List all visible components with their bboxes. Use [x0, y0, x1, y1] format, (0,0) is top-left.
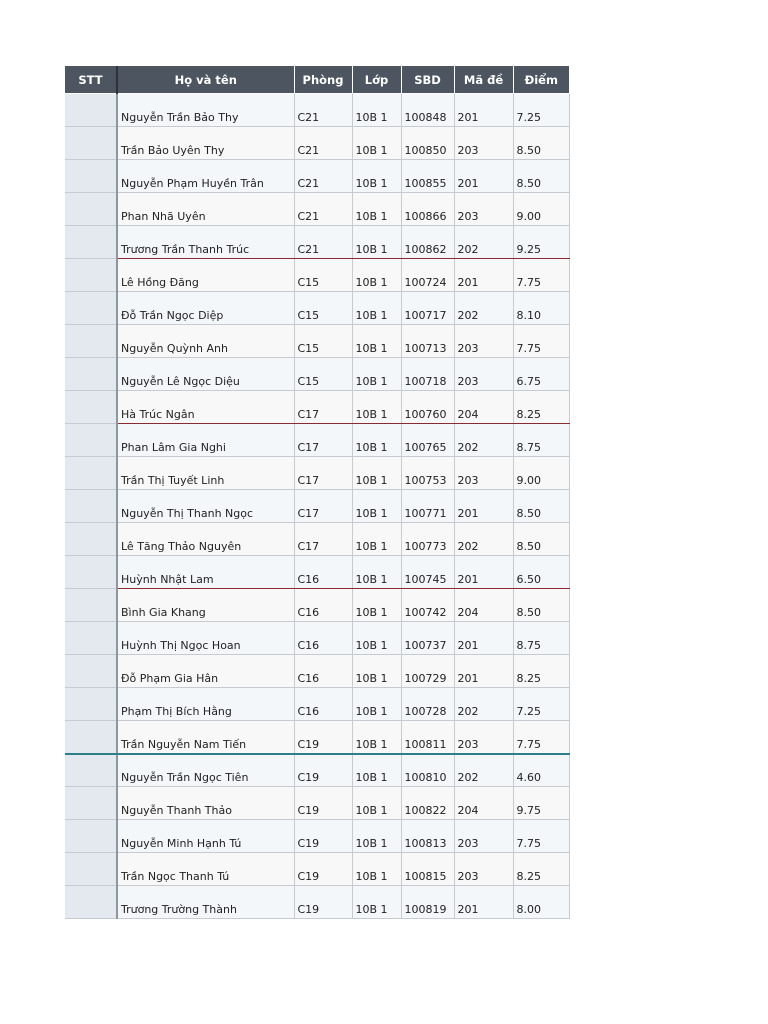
cell-name: Trần Bảo Uyên Thy — [117, 127, 294, 160]
table-row — [65, 853, 569, 886]
cell-class: 10B 1 — [352, 688, 401, 721]
cell-stt — [65, 721, 117, 754]
cell-class: 10B 1 — [352, 94, 401, 127]
cell-name: Nguyễn Quỳnh Anh — [117, 325, 294, 358]
score-sheet — [65, 66, 569, 919]
cell-class: 10B 1 — [352, 160, 401, 193]
cell-score: 8.50 — [513, 589, 569, 622]
cell-exam-code: 203 — [454, 853, 513, 886]
table-row — [65, 886, 569, 919]
cell-exam-code: 201 — [454, 886, 513, 919]
cell-stt — [65, 193, 117, 226]
cell-score: 8.25 — [513, 391, 569, 424]
cell-room: C15 — [294, 259, 352, 292]
cell-class: 10B 1 — [352, 589, 401, 622]
cell-room: C15 — [294, 292, 352, 325]
header-row — [65, 66, 569, 94]
cell-class: 10B 1 — [352, 358, 401, 391]
cell-name: Nguyễn Trần Bảo Thy — [117, 94, 294, 127]
cell-room: C21 — [294, 193, 352, 226]
cell-score: 9.00 — [513, 193, 569, 226]
cell-score: 8.50 — [513, 160, 569, 193]
cell-stt — [65, 292, 117, 325]
cell-score: 8.50 — [513, 490, 569, 523]
header-exam-code: Mã đề — [454, 66, 513, 94]
cell-name: Lê Hồng Đăng — [117, 259, 294, 292]
cell-name: Nguyễn Thanh Thảo — [117, 787, 294, 820]
header-class: Lớp — [352, 66, 401, 94]
cell-sbd: 100765 — [401, 424, 454, 457]
table-row — [65, 622, 569, 655]
cell-room: C17 — [294, 391, 352, 424]
cell-exam-code: 202 — [454, 688, 513, 721]
cell-exam-code: 203 — [454, 325, 513, 358]
cell-sbd: 100737 — [401, 622, 454, 655]
cell-exam-code: 201 — [454, 490, 513, 523]
cell-exam-code: 204 — [454, 589, 513, 622]
cell-score: 8.10 — [513, 292, 569, 325]
cell-room: C16 — [294, 622, 352, 655]
cell-stt — [65, 589, 117, 622]
cell-exam-code: 204 — [454, 391, 513, 424]
table-row — [65, 787, 569, 820]
cell-room: C17 — [294, 490, 352, 523]
cell-stt — [65, 622, 117, 655]
cell-stt — [65, 457, 117, 490]
cell-name: Bình Gia Khang — [117, 589, 294, 622]
table-row — [65, 688, 569, 721]
cell-room: C19 — [294, 754, 352, 787]
cell-class: 10B 1 — [352, 820, 401, 853]
cell-name: Đỗ Phạm Gia Hân — [117, 655, 294, 688]
cell-score: 7.75 — [513, 325, 569, 358]
table-row — [65, 391, 569, 424]
cell-score: 8.25 — [513, 655, 569, 688]
cell-score: 4.60 — [513, 754, 569, 787]
cell-class: 10B 1 — [352, 193, 401, 226]
cell-name: Trần Ngọc Thanh Tú — [117, 853, 294, 886]
cell-sbd: 100771 — [401, 490, 454, 523]
cell-class: 10B 1 — [352, 457, 401, 490]
cell-stt — [65, 358, 117, 391]
cell-class: 10B 1 — [352, 622, 401, 655]
score-table — [65, 66, 570, 919]
table-row — [65, 259, 569, 292]
cell-class: 10B 1 — [352, 754, 401, 787]
cell-exam-code: 201 — [454, 556, 513, 589]
cell-score: 9.25 — [513, 226, 569, 259]
table-row — [65, 160, 569, 193]
cell-exam-code: 203 — [454, 193, 513, 226]
cell-name: Đỗ Trần Ngọc Diệp — [117, 292, 294, 325]
cell-score: 7.75 — [513, 721, 569, 754]
cell-score: 7.75 — [513, 820, 569, 853]
cell-name: Hà Trúc Ngân — [117, 391, 294, 424]
cell-stt — [65, 94, 117, 127]
header-name: Họ và tên — [117, 66, 294, 94]
cell-stt — [65, 886, 117, 919]
cell-sbd: 100811 — [401, 721, 454, 754]
cell-stt — [65, 160, 117, 193]
table-row — [65, 325, 569, 358]
cell-class: 10B 1 — [352, 292, 401, 325]
cell-sbd: 100862 — [401, 226, 454, 259]
table-row — [65, 292, 569, 325]
cell-sbd: 100855 — [401, 160, 454, 193]
cell-name: Nguyễn Thị Thanh Ngọc — [117, 490, 294, 523]
cell-stt — [65, 688, 117, 721]
cell-room: C19 — [294, 886, 352, 919]
cell-room: C21 — [294, 226, 352, 259]
cell-sbd: 100866 — [401, 193, 454, 226]
cell-sbd: 100713 — [401, 325, 454, 358]
cell-exam-code: 201 — [454, 622, 513, 655]
cell-exam-code: 202 — [454, 754, 513, 787]
cell-class: 10B 1 — [352, 523, 401, 556]
cell-stt — [65, 259, 117, 292]
cell-exam-code: 201 — [454, 259, 513, 292]
cell-exam-code: 203 — [454, 457, 513, 490]
table-row — [65, 457, 569, 490]
cell-stt — [65, 787, 117, 820]
cell-stt — [65, 127, 117, 160]
cell-room: C16 — [294, 688, 352, 721]
cell-name: Lê Tăng Thảo Nguyên — [117, 523, 294, 556]
cell-room: C21 — [294, 160, 352, 193]
header-sbd: SBD — [401, 66, 454, 94]
cell-class: 10B 1 — [352, 391, 401, 424]
cell-name: Nguyễn Trần Ngọc Tiên — [117, 754, 294, 787]
cell-name: Phạm Thị Bích Hằng — [117, 688, 294, 721]
cell-exam-code: 202 — [454, 424, 513, 457]
cell-class: 10B 1 — [352, 556, 401, 589]
table-row — [65, 358, 569, 391]
cell-stt — [65, 325, 117, 358]
table-row — [65, 226, 569, 259]
cell-sbd: 100760 — [401, 391, 454, 424]
cell-sbd: 100850 — [401, 127, 454, 160]
table-row — [65, 754, 569, 787]
cell-stt — [65, 490, 117, 523]
cell-name: Huỳnh Thị Ngọc Hoan — [117, 622, 294, 655]
cell-room: C15 — [294, 358, 352, 391]
cell-sbd: 100810 — [401, 754, 454, 787]
cell-sbd: 100819 — [401, 886, 454, 919]
cell-sbd: 100729 — [401, 655, 454, 688]
cell-stt — [65, 556, 117, 589]
table-row — [65, 424, 569, 457]
cell-name: Nguyễn Lê Ngọc Diệu — [117, 358, 294, 391]
cell-sbd: 100717 — [401, 292, 454, 325]
cell-score: 8.50 — [513, 127, 569, 160]
cell-class: 10B 1 — [352, 886, 401, 919]
cell-stt — [65, 523, 117, 556]
cell-class: 10B 1 — [352, 721, 401, 754]
cell-score: 6.75 — [513, 358, 569, 391]
header-score: Điểm — [513, 66, 569, 94]
cell-exam-code: 201 — [454, 160, 513, 193]
cell-sbd: 100773 — [401, 523, 454, 556]
cell-score: 7.75 — [513, 259, 569, 292]
cell-class: 10B 1 — [352, 490, 401, 523]
cell-class: 10B 1 — [352, 259, 401, 292]
cell-name: Phan Nhã Uyên — [117, 193, 294, 226]
cell-room: C16 — [294, 655, 352, 688]
cell-room: C19 — [294, 787, 352, 820]
cell-class: 10B 1 — [352, 787, 401, 820]
cell-name: Nguyễn Phạm Huyền Trân — [117, 160, 294, 193]
cell-room: C15 — [294, 325, 352, 358]
cell-stt — [65, 391, 117, 424]
cell-room: C19 — [294, 820, 352, 853]
cell-room: C21 — [294, 94, 352, 127]
cell-stt — [65, 424, 117, 457]
table-row — [65, 490, 569, 523]
cell-score: 8.75 — [513, 622, 569, 655]
cell-exam-code: 203 — [454, 721, 513, 754]
cell-room: C19 — [294, 721, 352, 754]
cell-score: 9.75 — [513, 787, 569, 820]
cell-room: C17 — [294, 523, 352, 556]
cell-class: 10B 1 — [352, 127, 401, 160]
cell-score: 6.50 — [513, 556, 569, 589]
cell-exam-code: 203 — [454, 820, 513, 853]
cell-stt — [65, 655, 117, 688]
cell-stt — [65, 820, 117, 853]
cell-score: 9.00 — [513, 457, 569, 490]
cell-exam-code: 204 — [454, 787, 513, 820]
header-stt: STT — [65, 66, 117, 94]
table-row — [65, 523, 569, 556]
table-row — [65, 556, 569, 589]
table-row — [65, 193, 569, 226]
cell-exam-code: 202 — [454, 523, 513, 556]
cell-room: C16 — [294, 589, 352, 622]
cell-score: 7.25 — [513, 688, 569, 721]
cell-name: Phan Lâm Gia Nghi — [117, 424, 294, 457]
cell-name: Trần Thị Tuyết Linh — [117, 457, 294, 490]
cell-exam-code: 203 — [454, 358, 513, 391]
cell-room: C21 — [294, 127, 352, 160]
cell-score: 8.00 — [513, 886, 569, 919]
cell-name: Huỳnh Nhật Lam — [117, 556, 294, 589]
cell-score: 7.25 — [513, 94, 569, 127]
cell-stt — [65, 754, 117, 787]
table-row — [65, 127, 569, 160]
cell-exam-code: 203 — [454, 127, 513, 160]
cell-score: 8.75 — [513, 424, 569, 457]
cell-room: C19 — [294, 853, 352, 886]
cell-class: 10B 1 — [352, 325, 401, 358]
cell-class: 10B 1 — [352, 226, 401, 259]
cell-room: C17 — [294, 457, 352, 490]
cell-sbd: 100822 — [401, 787, 454, 820]
cell-class: 10B 1 — [352, 424, 401, 457]
cell-class: 10B 1 — [352, 655, 401, 688]
cell-sbd: 100753 — [401, 457, 454, 490]
table-body — [65, 94, 569, 919]
cell-class: 10B 1 — [352, 853, 401, 886]
cell-exam-code: 202 — [454, 292, 513, 325]
cell-name: Trương Trần Thanh Trúc — [117, 226, 294, 259]
cell-stt — [65, 853, 117, 886]
cell-room: C16 — [294, 556, 352, 589]
cell-sbd: 100745 — [401, 556, 454, 589]
cell-room: C17 — [294, 424, 352, 457]
table-row — [65, 820, 569, 853]
cell-name: Trương Trường Thành — [117, 886, 294, 919]
cell-sbd: 100813 — [401, 820, 454, 853]
cell-sbd: 100718 — [401, 358, 454, 391]
cell-sbd: 100724 — [401, 259, 454, 292]
cell-stt — [65, 226, 117, 259]
cell-name: Nguyễn Minh Hạnh Tú — [117, 820, 294, 853]
cell-exam-code: 202 — [454, 226, 513, 259]
table-row — [65, 721, 569, 754]
cell-exam-code: 201 — [454, 94, 513, 127]
cell-sbd: 100815 — [401, 853, 454, 886]
cell-score: 8.50 — [513, 523, 569, 556]
table-row — [65, 589, 569, 622]
cell-score: 8.25 — [513, 853, 569, 886]
cell-exam-code: 201 — [454, 655, 513, 688]
cell-sbd: 100728 — [401, 688, 454, 721]
cell-sbd: 100848 — [401, 94, 454, 127]
cell-name: Trần Nguyễn Nam Tiến — [117, 721, 294, 754]
table-row — [65, 94, 569, 127]
table-row — [65, 655, 569, 688]
header-room: Phòng — [294, 66, 352, 94]
cell-sbd: 100742 — [401, 589, 454, 622]
